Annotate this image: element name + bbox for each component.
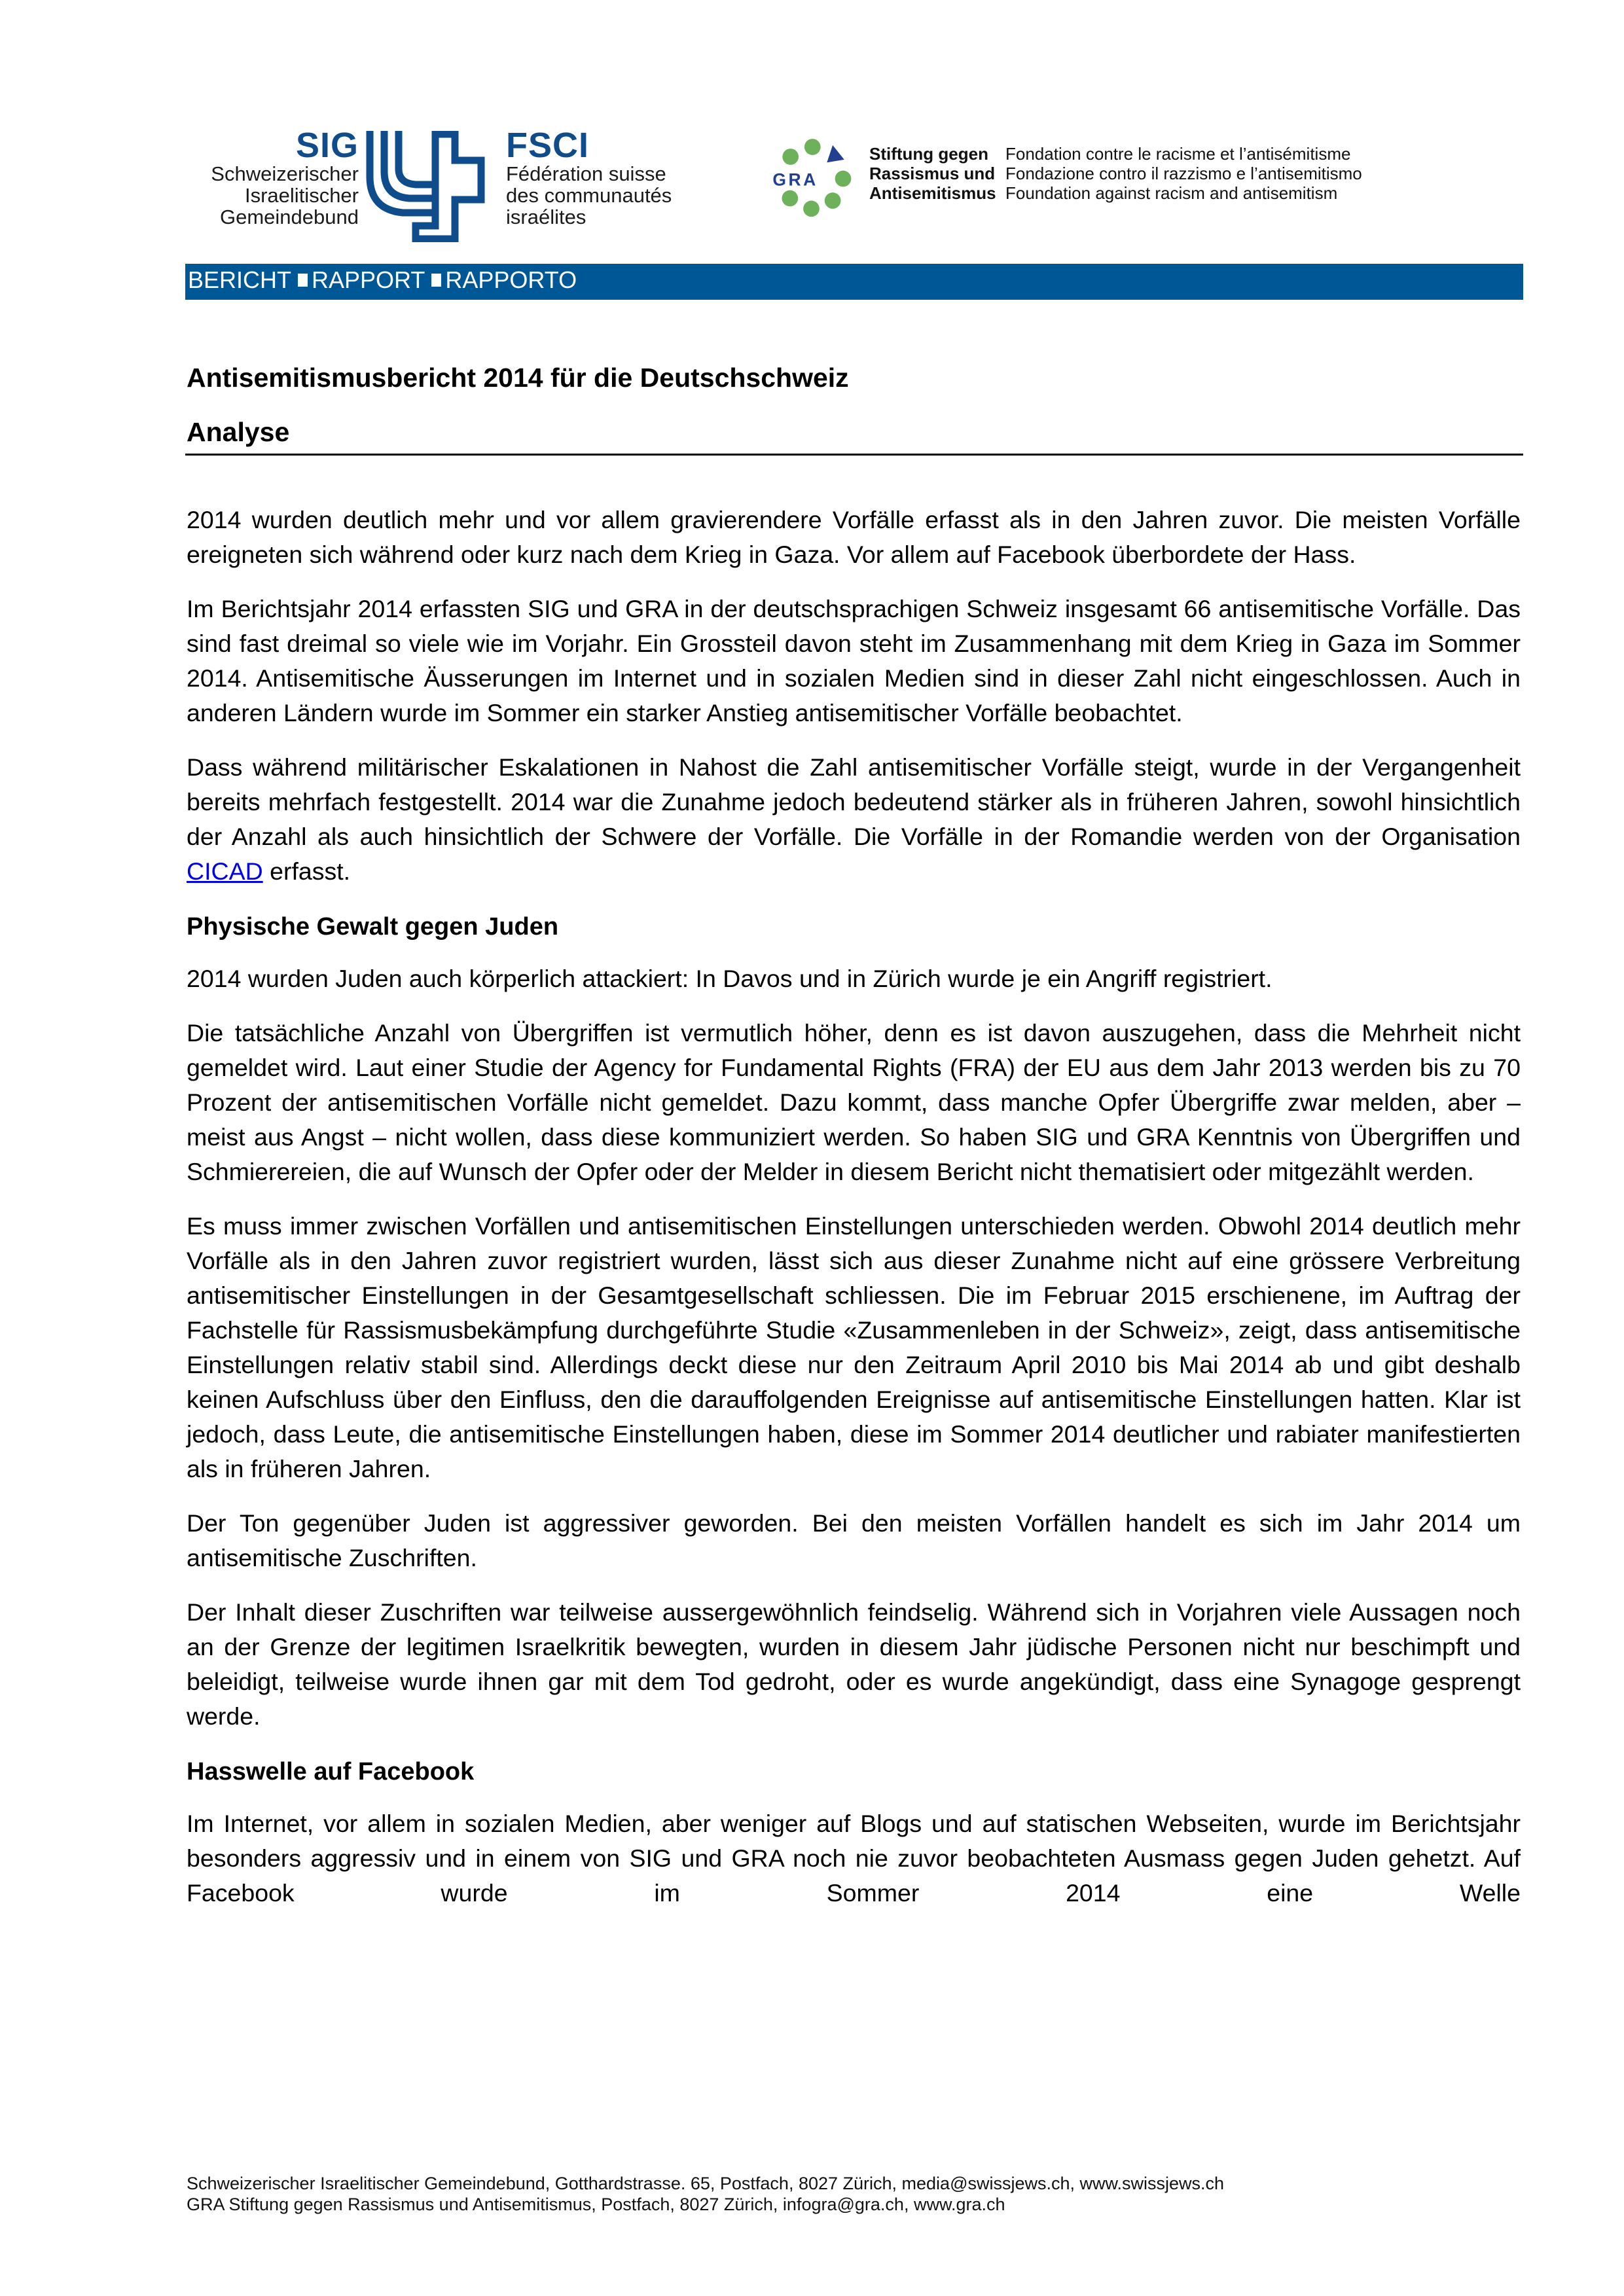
gra-en-line: Foundation against racism and antisemitism	[1005, 183, 1338, 203]
gra-circle-dots-icon	[765, 130, 863, 228]
banner-item-rapport: RAPPORT	[312, 266, 425, 293]
sig-fsci-logo	[187, 128, 691, 245]
page-footer	[187, 2173, 1224, 2215]
gra-translated-names	[1005, 144, 1362, 203]
fsci-line-2: des communautés	[506, 184, 672, 207]
sig-line-2: Israelitischer	[245, 184, 359, 207]
section-heading-physical-violence: Physische Gewalt gegen Juden	[187, 913, 559, 941]
sig-line-1: Schweizerischer	[211, 162, 359, 185]
paragraph: Es muss immer zwischen Vorfällen und antisemitischen Einstellungen unterschieden werden. Obwohl 2014 deutlich mehr Vorfälle als in den Jahren zuvor registriert wurden, lässt sich aus dieser Zunahme nicht auf eine grössere Verbreitung antisemitischer Einstellungen in der Gesamtgesellschaft schliessen. Die im Februar 2015 erschienene, im Auftrag der Fachstelle für Rassismusbekämpfung durchgeführte Studie «Zusammenleben in der Schweiz», zeigt, dass antisemitische Einstellungen relativ stabil sind. Allerdings deckt diese nur den Zeitraum April 2010 bis Mai 2014 ab und gibt deshalb keinen Aufschluss über den Einfluss, den die darauffolgenden Ereignisse auf antisemitische Einstellungen hatten. Klar ist jedoch, dass Leute, die antisemitische Einstellungen haben, diese im Sommer 2014 deutlicher und rabiater manifestierten als in früheren Jahren.	[187, 1212, 1521, 1482]
gra-de-line-3: Antisemitismus	[869, 183, 996, 203]
paragraph-with-link	[187, 750, 1521, 889]
paragraph: Die tatsächliche Anzahl von Übergriffen ist vermutlich höher, denn es ist davon auszugehen, dass die Mehrheit nicht gemeldet wird. Laut einer Studie der Agency for Fundamental Rights (FRA) der EU aus dem Jahr 2013 werden bis zu 70 Prozent der antisemitischen Vorfälle nicht gemeldet. Dazu kommt, dass manche Opfer Übergriffe zwar melden, aber – meist aus Angst – nicht wollen, dass diese kommuniziert werden. So haben SIG und GRA Kenntnis von Übergriffen und Schmierereien, die auf Wunsch der Opfer oder der Melder in diesem Bericht nicht thematisiert oder mitgezählt werden.	[187, 1019, 1521, 1185]
document-body	[187, 503, 1521, 1930]
banner-item-rapporto: RAPPORTO	[445, 266, 577, 293]
paragraph: Der Inhalt dieser Zuschriften war teilweise aussergewöhnlich feindselig. Während sich in Vorjahren viele Aussagen noch an der Grenze der legitimen Israelkritik bewegten, wurden in diesem Jahr jüdische Personen nicht nur beschimpft und beleidigt, teilweise wurde ihnen gar mit dem Tod gedroht, oder es wurde angekündigt, dass eine Synagoge gesprengt werde.	[187, 1598, 1521, 1730]
report-type-banner	[185, 264, 1523, 300]
paragraph: Im Berichtsjahr 2014 erfassten SIG und GRA in der deutschsprachigen Schweiz insgesamt 66 antisemitische Vorfälle. Das sind fast dreimal so viele wie im Vorjahr. Ein Grossteil davon steht im Zusammenhang mit dem Krieg in Gaza im Sommer 2014. Antisemitische Äusserungen im Internet und in sozialen Medien sind in dieser Zahl nicht eingeschlossen. Auch in anderen Ländern wurde im Sommer ein starker Anstieg antisemitischer Vorfälle beobachtet.	[187, 595, 1521, 726]
fsci-logo-text	[506, 128, 672, 228]
gra-fr-line: Fondation contre le racisme et l’antisémitisme	[1005, 144, 1351, 164]
paragraph-text: erfasst.	[262, 857, 351, 885]
paragraph: Der Ton gegenüber Juden ist aggressiver geworden. Bei den meisten Vorfällen handelt es sich im Jahr 2014 um antisemitische Zuschriften.	[187, 1509, 1521, 1571]
document-title: Antisemitismusbericht 2014 für die Deutschschweiz	[187, 363, 849, 393]
title-divider	[185, 454, 1523, 456]
footer-gra-address: GRA Stiftung gegen Rassismus und Antisemitismus, Postfach, 8027 Zürich, infogra@gra.ch, www.gra.ch	[187, 2195, 1005, 2214]
banner-item-bericht: BERICHT	[188, 266, 292, 293]
sig-abbreviation: SIG	[295, 126, 359, 165]
intro-paragraph: 2014 wurden deutlich mehr und vor allem gravierendere Vorfälle erfasst als in den Jahren zuvor. Die meisten Vorfälle ereigneten sich während oder kurz nach dem Krieg in Gaza. Vor allem auf Facebook überbordete der Hass.	[187, 506, 1521, 568]
paragraph-text: Dass während militärischer Eskalationen in Nahost die Zahl antisemitischer Vorfälle steigt, wurde in der Vergangenheit bereits mehrfach festgestellt. 2014 war die Zunahme jedoch bedeutend stärker als in früheren Jahren, sowohl hinsichtlich der Anzahl als auch hinsichtlich der Schwere der Vorfälle. Die Vorfälle in der Romandie werden von der Organisation	[187, 753, 1521, 850]
gra-logo	[765, 130, 1406, 228]
fsci-line-1: Fédération suisse	[506, 162, 666, 185]
fsci-abbreviation: FSCI	[506, 126, 590, 165]
paragraph: 2014 wurden Juden auch körperlich attackiert: In Davos und in Zürich wurde je ein Angriff registriert.	[187, 965, 1272, 992]
footer-sig-address: Schweizerischer Israelitischer Gemeindebund, Gotthardstrasse. 65, Postfach, 8027 Zürich, media@swissjews.ch, www.swissjews.ch	[187, 2174, 1225, 2193]
cicad-link[interactable]: CICAD	[187, 857, 263, 885]
square-bullet-icon	[431, 274, 441, 287]
gra-german-name	[869, 144, 996, 203]
sig-line-3: Gemeindebund	[220, 206, 359, 228]
gra-de-line-1: Stiftung gegen	[869, 144, 988, 164]
paragraph: Im Internet, vor allem in sozialen Medien, aber weniger auf Blogs und auf statischen Webseiten, wurde im Berichtsjahr besonders aggressiv und in einem von SIG und GRA noch nie zuvor beobachteten Ausmass gegen Juden gehetzt. Auf Facebook wurde im Sommer 2014 eine Welle	[187, 1810, 1521, 1907]
sig-logo-text	[211, 128, 359, 228]
gra-it-line: Fondazione contro il razzismo e l’antisemitismo	[1005, 164, 1362, 183]
section-heading-facebook: Hasswelle auf Facebook	[187, 1758, 475, 1785]
document-subtitle: Analyse	[187, 417, 290, 447]
fsci-line-3: israélites	[506, 206, 586, 228]
gra-de-line-2: Rassismus und	[869, 164, 996, 183]
menorah-cross-emblem-icon	[363, 131, 494, 242]
svg-text:GRA: GRA	[772, 170, 818, 190]
square-bullet-icon	[298, 274, 308, 287]
